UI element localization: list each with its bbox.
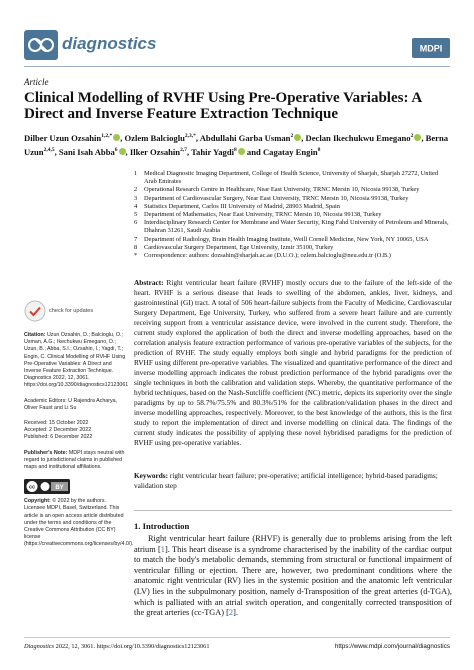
mdpi-logo	[412, 38, 450, 58]
check-updates-icon	[24, 300, 46, 322]
check-updates-label: check for updates	[49, 307, 94, 314]
affiliation-item: 2 Operational Research Centre in Healthcare, Near East University, TRNC Mersin 10, Nicosia 99138, Turkey	[134, 186, 420, 194]
author-name[interactable]: Abdullahi Garba Usman$^2$	[200, 133, 302, 143]
header-divider	[24, 66, 450, 67]
keywords	[134, 471, 452, 491]
author-name[interactable]: Sani Isah Abba$^6$	[59, 147, 126, 157]
abstract-text: Right ventricular heart failure (RVHF) mostly occurs due to the failure of the left-side of the heart. RVHF is a serious disease that leads to swelling of the abdomen, ankles, liver, kidneys, and gastrointestinal (GI) tract. A total of 506 heart-failure subjects from the Faculty of Medicine, Cardiovascular Surgery Department, Ege University, Turkey, who suffered from a severe heart failure and are currently receiving support from a ventricular assistance device, were involved in the current study. Therefore, the current study explored the application of both the direct and inverse modelling approaches, based on the correlation analysis feature extraction performance of various pre-operative variables of the subjects, for the prediction of RVHF. The study equally employs both single and hybrid paradigms for the prediction of RVHF using different pre-operative variables. The visualized and quantitative performance of the direct and inverse modelling approach indicates the robust prediction performance of the hybrid paradigms over the single techniques in both the calibration and validation steps. Whereby, the quantitative performance of the hybrid techniques, based on the Nash-Sutcliffe coefficient (NC) metric, depicts its superiority over the single paradigms by up to 58.7%/75.5% and 80.3%/51% for the calibration/validation phases in the direct and inverse modelling approaches, respectively. Moreover, to the best knowledge of the authors, this is the first study to report the implementation of direct and inverse modelling on clinical data. The findings of the current study indicates the possibility of applying these novel hybridised paradigms for the prediction of RVHF using pre-operative variables.	[134, 278, 452, 447]
academic-editors-block: Academic Editors: U Rajendra Acharya, Oliver Faust and Li Su	[24, 397, 118, 411]
keywords-label: Keywords:	[134, 471, 169, 480]
article-type: Article	[24, 77, 49, 87]
article-title: Clinical Modelling of RVHF Using Pre-Operative Variables: A Direct and Inverse Feature Extraction Technique	[24, 90, 422, 122]
copyright-block: Copyright: © 2022 by the authors. Licensee MDPI, Basel, Switzerland. This article is an open access article distributed under the terms and conditions of the Creative Commons Attribution (CC BY) license (https://creativecommons.org/licenses/by/4.0/).	[24, 498, 134, 548]
footer-citation: Diagnostics 2022, 12, 3061. https://doi.org/10.3390/diagnostics12123061	[24, 643, 210, 650]
orcid-icon[interactable]	[113, 134, 120, 141]
dates-block	[24, 420, 126, 442]
author-name[interactable]: Tahir Yagdi$^8$	[191, 147, 245, 157]
author-name[interactable]: Ozlem Balcioglu$^{2,3,*}$	[124, 132, 196, 143]
journal-name: diagnostics	[62, 34, 157, 53]
affiliation-item: 4 Statistics Department, Carlos III University of Madrid, 28903 Madrid, Spain	[134, 202, 340, 210]
abstract	[134, 278, 452, 448]
author-list: Dilber Uzun Ozsahin$^{1,2,*}$ , Ozlem Balcioglu$^{2,3,*}$, Abdullahi Garba Usman$^2$ , Declan Ikechukwu Emegano$^2$ , Berna Uzun$^{2,4,5}$, Sani Isah Abba$^6$ , Ilker Ozsahin$^{2,7}$, Tahir Yagdi$^8$ and Cagatay Engin$^8$	[24, 132, 449, 157]
introduction-heading: 1. Introduction	[134, 521, 190, 531]
svg-text:BY: BY	[55, 485, 64, 492]
author-name[interactable]: Cagatay Engin$^8$	[262, 146, 321, 157]
affiliation-item: 8 Cardiovascular Surgery Department, Ege University, Izmir 35100, Turkey	[134, 243, 334, 251]
author-name[interactable]: Berna Uzun$^{2,4,5}$	[24, 132, 449, 157]
svg-text:cc: cc	[28, 484, 36, 491]
accepted-date: Accepted: 2 December 2022	[24, 427, 92, 434]
citation-block: Citation: Uzun Ozsahin, D.; Balcioglu, O.; Usman, A.G.; Ikechukwu Emegano, D.; Uzun, B.; Abba, S.I.; Ozsahin, I.; Yagdi, T.; Engin, C. Clinical Modelling of RVHF Using Pre-Operative Variables: A Direct and Inverse Feature Extraction Technique. Diagnostics 2022, 12, 3061. https://doi.org/10.3390/diagnostics12123061	[24, 332, 129, 389]
keywords-text: right ventricular heart failure; pre-operative; artificial intelligence; hybrid-based paradigms; validation step	[134, 471, 438, 490]
orcid-icon[interactable]	[294, 134, 301, 141]
affiliation-list	[134, 170, 452, 260]
affiliation-item: 3 Department of Cardiovascular Surgery, Near East University, TRNC Mersin 10, Nicosia 99138, Turkey	[134, 194, 409, 202]
check-for-updates-button[interactable]	[24, 300, 126, 322]
published-date: Published: 6 December 2022	[24, 434, 93, 441]
citation-text: Uzun Ozsahin, D.; Balcioglu, O.; Usman, A.G.; Ikechukwu Emegano, D.; Uzun, B.; Abba, S.I.; Ozsahin, I.; Yagdi, T.; Engin, C. Clinical Modelling of RVHF Using Pre-Operative Variables: A Direct and Inverse Feature Extraction Technique. Diagnostics 2022, 12, 3061. https://doi.org/10.3390/diagnostics12123061	[24, 332, 129, 389]
affiliation-item: 1 Medical Diagnostic Imaging Department, College of Health Science, University of Sharjah, Sharjah 27272, United Arab Emirates	[134, 170, 439, 186]
author-name[interactable]: Dilber Uzun Ozsahin$^{1,2,*}$	[24, 133, 120, 143]
introduction-text: Right ventricular heart failure (RHVF) is generally due to problems arising from the left atrium [1]. This heart disease is a syndrome characterised by the inability of the cardiac output to match the body's metabolic demands, stemming from structural or functional impairment of ventricular filling or ejection. There are, however, two predominant conditions where the anatomic right ventricular (RV) lies in the systemic position and the anatomic left ventricular (LV) lies in the subpulmonary position, namely d-Transposition of the great arteries (d-TGA), which is palliated with an atrial switch operation, and congenitally corrected transposition of the great arteries (cc-TGA) [2].	[134, 534, 453, 618]
publisher-note-block: Publisher's Note: MDPI stays neutral with regard to jurisdictional claims in published maps and institutional affiliations.	[24, 449, 125, 471]
diagnostics-logo-icon	[24, 30, 58, 60]
affiliation-item: * Correspondence: authors: dozsahin@sharjah.ac.ae (D.U.O.); ozlem.balcioglu@neu.edu.tr (O.B.)	[134, 252, 391, 260]
affiliation-item: 6 Interdisciplinary Research Center for Membrane and Water Security, King Fahd University of Petroleum and Minerals, Dhahran 31261, Saudi Arabia	[134, 219, 449, 235]
reference-link[interactable]: 2	[228, 608, 234, 618]
orcid-icon[interactable]	[414, 134, 421, 141]
abstract-label: Abstract:	[134, 278, 164, 287]
received-date: Received: 15 October 2022	[24, 420, 89, 427]
orcid-icon[interactable]	[119, 148, 126, 155]
creative-commons-icon	[24, 479, 70, 494]
journal-url-link[interactable]: https://www.mdpi.com/journal/diagnostics	[334, 643, 450, 650]
author-name[interactable]: Ilker Ozsahin$^{2,7}$	[129, 146, 187, 157]
section-divider	[134, 510, 452, 511]
svg-text:MDPI: MDPI	[419, 43, 443, 54]
affiliation-item: 7 Department of Radiology, Brain Health Imaging Institute, Weill Cornell Medicine, New York, NY 10065, USA	[134, 235, 429, 243]
article-sidebar	[24, 300, 134, 557]
footer-divider	[24, 637, 450, 638]
author-name[interactable]: Declan Ikechukwu Emegano$^2$	[306, 133, 422, 143]
affiliation-item: 5 Department of Mathematics, Near East University, TRNC Mersin 10, Nicosia 99138, Turkey	[134, 211, 382, 219]
reference-link[interactable]: 1	[160, 544, 165, 554]
orcid-icon[interactable]	[238, 148, 245, 155]
